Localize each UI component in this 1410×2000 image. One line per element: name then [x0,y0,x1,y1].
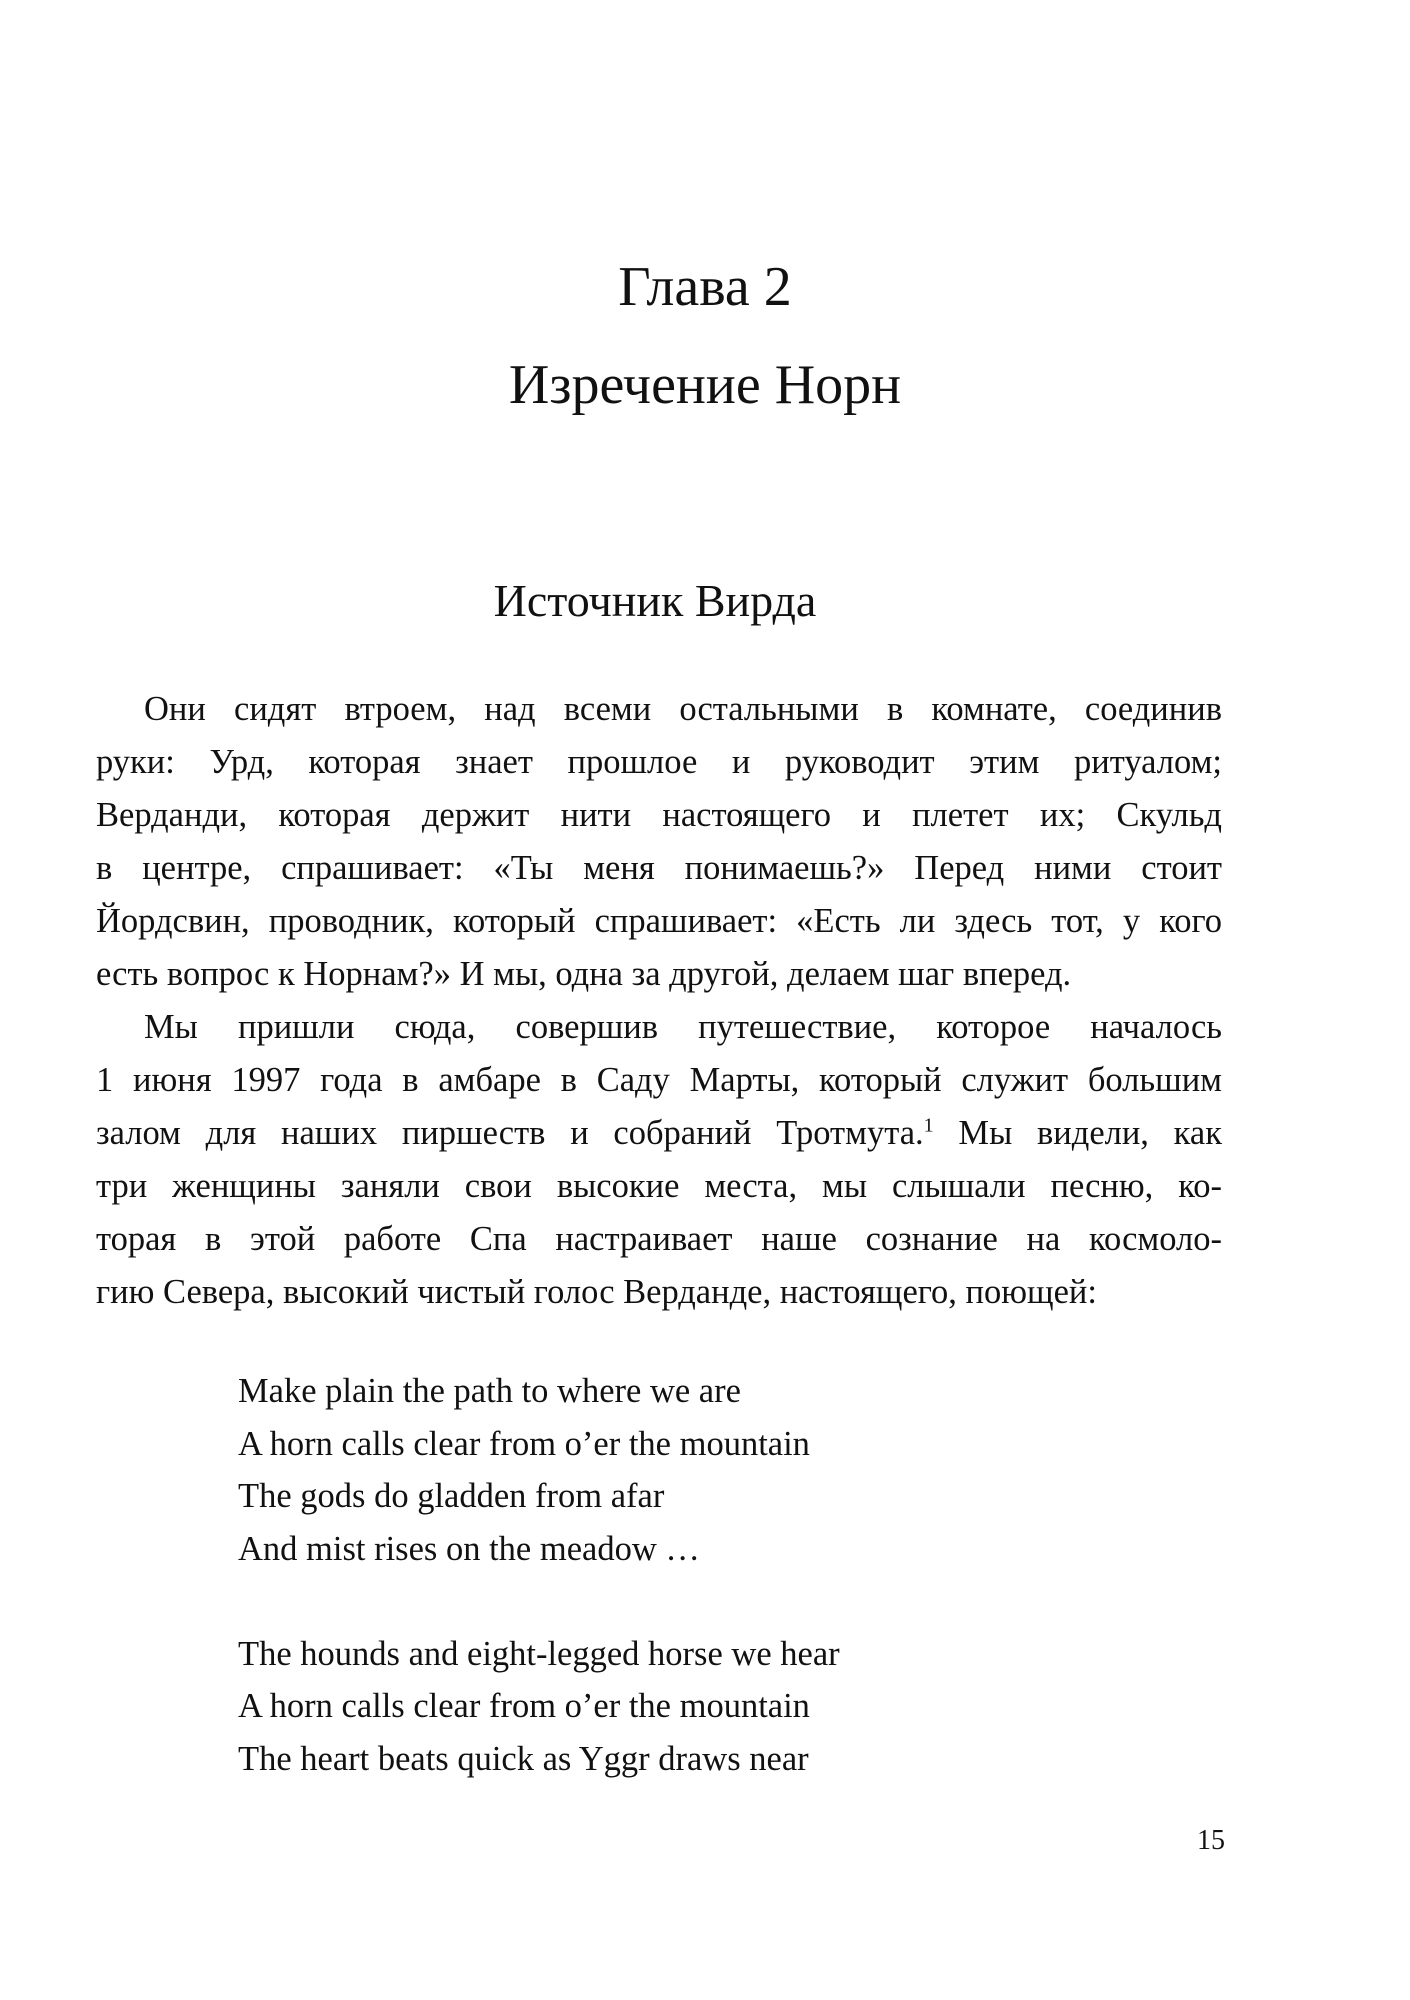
text-line: Мы пришли сюда, совершив путешествие, которое началось [144,1008,1222,1046]
chapter-title: Изречение Норн [508,354,902,416]
poem [238,1365,840,1838]
text-line: Йордсвин, проводник, который спрашивает: «Есть ли здесь тот, у кого [96,902,1222,940]
paragraph-1 [96,683,1222,1001]
poem-verse: The hounds and eight-legged horse we hear [238,1634,840,1673]
text-line: три женщины заняли свои высокие места, мы слышали песню, ко- [96,1167,1222,1205]
text-line: Верданди, которая держит нити настоящего и плетет их; Скульд [96,796,1222,834]
text-segment: Мы видели, как [933,1114,1222,1152]
section-title: Источник Вирда [493,575,817,626]
text-line: есть вопрос к Норнам?» И мы, одна за другой, делаем шаг вперед. [96,955,1072,993]
chapter-number: Глава 2 [618,256,792,318]
poem-verse: A horn calls clear from o’er the mountain [238,1424,810,1463]
footnote-mark[interactable]: 1 [923,1114,934,1137]
text-line: Они сидят втроем, над всеми остальными в комнате, соединив [144,690,1222,728]
poem-verse: And mist rises on the meadow … [238,1529,700,1568]
text-line: 1 июня 1997 года в амбаре в Саду Марты, который служит большим [96,1061,1222,1099]
poem-stanza-2 [238,1628,840,1786]
poem-verse: A horn calls clear from o’er the mountain [238,1687,810,1725]
paragraph-2 [96,1001,1222,1319]
poem-stanza-1 [238,1365,840,1575]
text-segment: залом для наших пиршеств и собраний Тротмута. [96,1114,924,1152]
poem-verse: The heart beats quick as Yggr draws near [238,1739,809,1778]
text-line-with-footnote [96,1107,1222,1160]
poem-verse: Make plain the path to where we are [238,1372,741,1410]
text-line: в центре, спрашивает: «Ты меня понимаешь?» Перед ними стоит [96,849,1222,887]
chapter-heading [0,238,1410,434]
body-text [96,683,1222,1319]
poem-verse: The gods do gladden from afar [238,1477,665,1515]
text-line: руки: Урд, которая знает прошлое и руководит этим ритуалом; [96,743,1222,781]
text-line: торая в этой работе Спа настраивает наше сознание на космоло- [96,1220,1222,1258]
text-line: гию Севера, высокий чистый голос Верданде, настоящего, поющей: [96,1273,1097,1311]
page-number: 15 [1197,1825,1225,1856]
